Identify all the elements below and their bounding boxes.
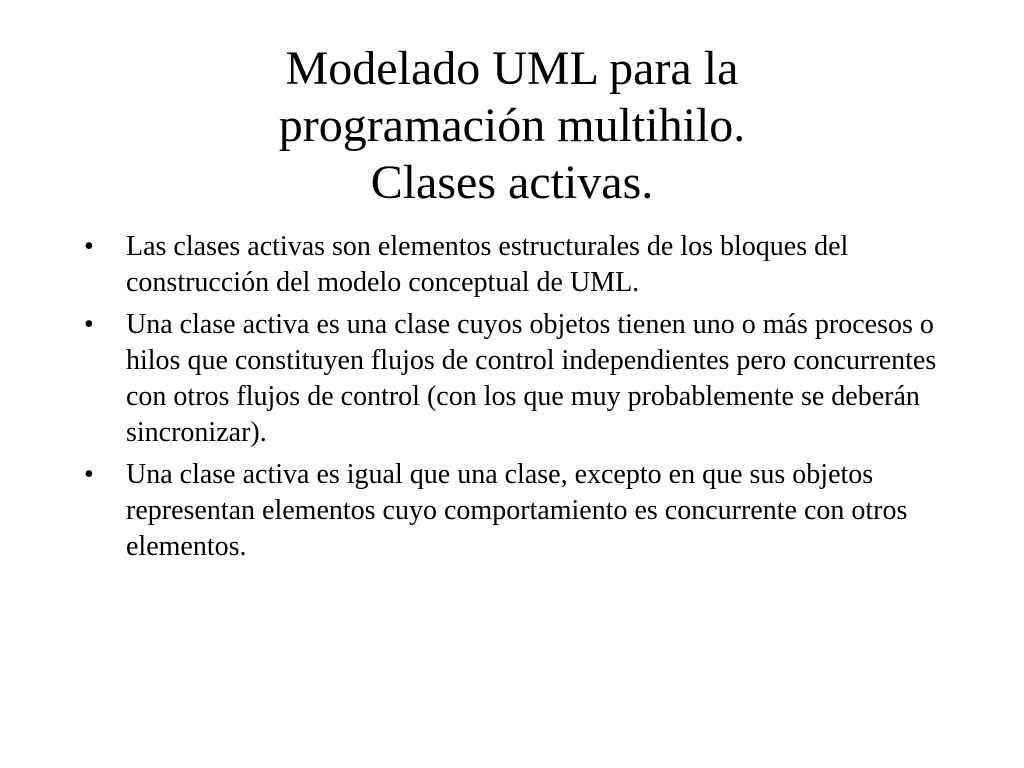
title-line-3: Clases activas.: [370, 156, 654, 209]
bullet-item: [84, 307, 944, 451]
bullet-text: Una clase activa es una clase cuyos objetos tienen uno o más procesos o hilos que constituyen flujos de control independientes pero concurrentes con otros flujos de control (con los que muy probablemente se deberán sincronizar).: [126, 309, 937, 448]
bullet-list: [84, 229, 944, 571]
title-line-1: Modelado UML para la: [285, 42, 739, 95]
bullet-marker: •: [84, 231, 94, 262]
bullet-item: [84, 457, 944, 565]
bullet-marker: •: [84, 309, 94, 340]
bullet-item: [84, 229, 944, 301]
title-line-2: programación multihilo.: [278, 99, 746, 152]
slide-title: [0, 40, 1024, 211]
bullet-text: Las clases activas son elementos estructurales de los bloques del construcción del modelo conceptual de UML.: [126, 231, 849, 298]
bullet-marker: •: [84, 459, 94, 490]
bullet-text: Una clase activa es igual que una clase, excepto en que sus objetos representan elementos cuyo comportamiento es concurrente con otros elementos.: [126, 459, 908, 562]
